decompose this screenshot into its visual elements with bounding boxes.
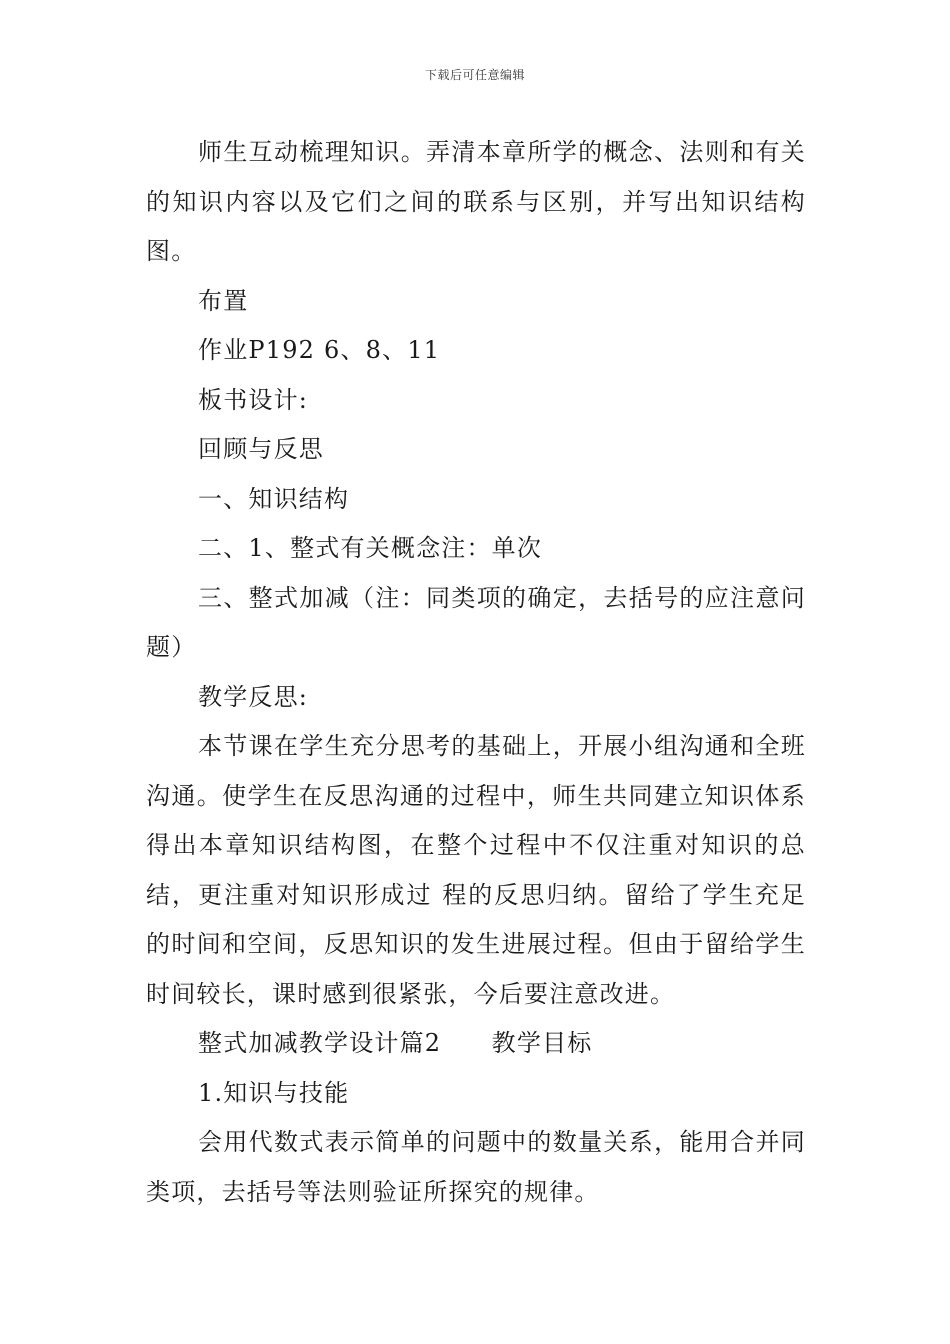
paragraph-homework: 作业P192 6、8、11 — [198, 336, 441, 364]
paragraph-reflection-label: 教学反思: — [198, 682, 309, 711]
paragraph-add-subtract: 三、整式加减（注：同类项的确定，去括号的应注意问题） — [146, 583, 806, 661]
page-header-note: 下载后可任意编辑 — [424, 68, 525, 82]
paragraph-knowledge-structure: 一、知识结构 — [198, 484, 350, 513]
paragraph-skills-body: 会用代数式表示简单的问题中的数量关系，能用合并同类项，去括号等法则验证所探究的规律。 — [146, 1128, 806, 1206]
paragraph-reflection-body: 本节课在学生充分思考的基础上，开展小组沟通和全班沟通。使学生在反思沟通的过程中，师生共同建立知识体系得出本章知识结构图，在整个过程中不仅注重对知识的总结，更注重对知识形成过 程的反思归纳。留给了学生充足的时间和空间，反思知识的发生进展过程。但由于留给学生时间较长，课时感到很紧张，今后要注意改进。 — [146, 732, 806, 1008]
document-body — [146, 128, 806, 1217]
paragraph-review-title: 回顾与反思 — [198, 435, 324, 463]
paragraph-review-intro: 师生互动梳理知识。弄清本章所学的概念、法则和有关的知识内容以及它们之间的联系与区别，并写出知识结构图。 — [146, 138, 806, 265]
paragraph-board-design: 板书设计: — [198, 385, 309, 414]
paragraph-concepts: 二、1、整式有关概念注：单次 — [198, 534, 543, 562]
paragraph-skills-heading: 1.知识与技能 — [198, 1078, 350, 1107]
paragraph-assignment-label: 布置 — [198, 286, 249, 315]
paragraph-section-title: 整式加减教学设计篇2 教学目标 — [198, 1029, 593, 1057]
